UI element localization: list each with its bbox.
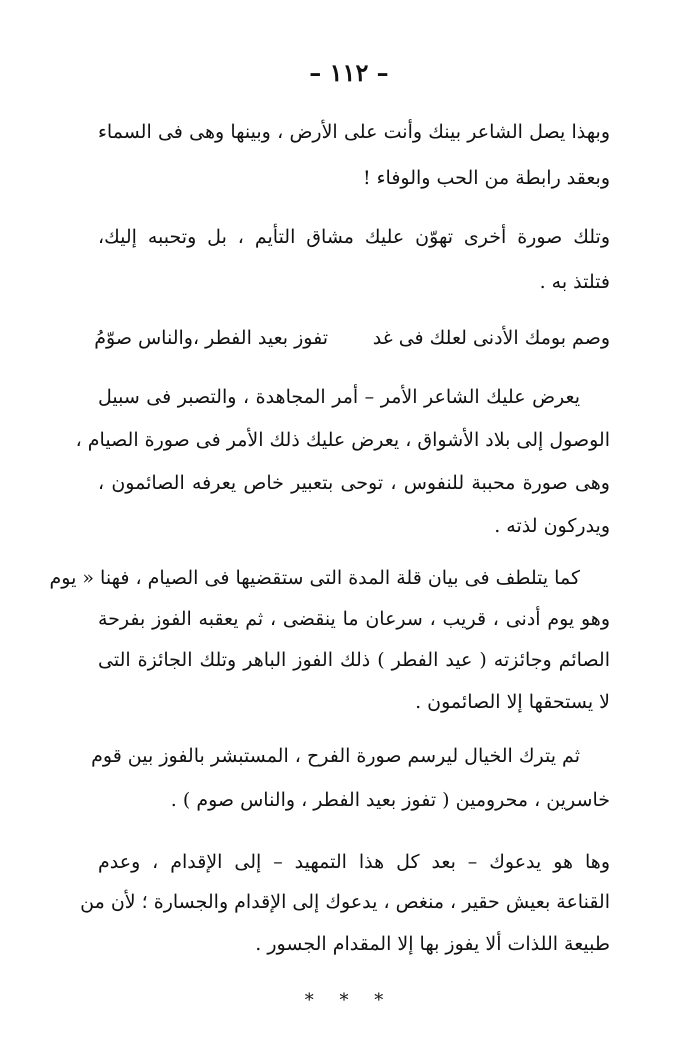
poem-verse-second-hemistich: تفوز بعيد الفطر ،والناس صوّمُ [94,327,328,349]
paragraph-4-line-4: لا يستحقها إلا الصائمون . [415,691,610,713]
paragraph-6-line-3: طبيعة اللذات ألا يفوز بها إلا المقدام الجسور . [255,933,610,955]
paragraph-6-line-2: القناعة بعيش حقير ، منغص ، يدعوك إلى الإقدام والجسارة ؛ لأن من [80,891,610,913]
paragraph-4-line-3: الصائم وجائزته ( عيد الفطر ) ذلك الفوز الباهر وتلك الجائزة التى [98,649,610,671]
paragraph-2-line-2: فتلتذ به . [539,271,610,293]
section-end-mark: * * * [304,990,394,1011]
poem-verse-first-hemistich: وصم بومك الأدنى لعلك فى غد [372,327,610,349]
paragraph-1-line-1: وبهذا يصل الشاعر بينك وأنت على الأرض ، وبينها وهى فى السماء [98,121,610,143]
paragraph-5-line-2: خاسرين ، محرومين ( تفوز بعيد الفطر ، والناس صوم ) . [170,789,610,811]
paragraph-1-line-2: وبعقد رابطة من الحب والوفاء ! [362,167,610,189]
paragraph-6-line-1: وها هو يدعوك – بعد كل هذا التمهيد – إلى الإقدام ، وعدم [98,851,610,873]
paragraph-5-line-1: ثم يترك الخيال ليرسم صورة الفرح ، المستبشر بالفوز بين قوم [91,745,580,767]
paragraph-2-line-1: وتلك صورة أخرى تهوّن عليك مشاق التأيم ، بل وتحببه إليك، [98,226,610,248]
paragraph-4-line-2: وهو يوم أدنى ، قريب ، سرعان ما ينقضى ، ثم يعقبه الفوز بفرحة [98,608,610,630]
paragraph-3-line-2: الوصول إلى بلاد الأشواق ، يعرض عليك ذلك الأمر فى صورة الصيام ، [75,429,610,451]
paragraph-3-line-1: يعرض عليك الشاعر الأمر – أمر المجاهدة ، والتصبر فى سبيل [98,386,580,408]
paragraph-4-line-1: كما يتلطف فى بيان قلة المدة التى ستقضيها فى الصيام ، فهنا « يوم [49,567,580,589]
page-number: – ١١٢ – [309,58,389,87]
paragraph-3-line-4: ويدركون لذته . [494,515,610,537]
paragraph-3-line-3: وهى صورة محببة للنفوس ، توحى بتعبير خاص يعرفه الصائمون ، [98,472,610,494]
